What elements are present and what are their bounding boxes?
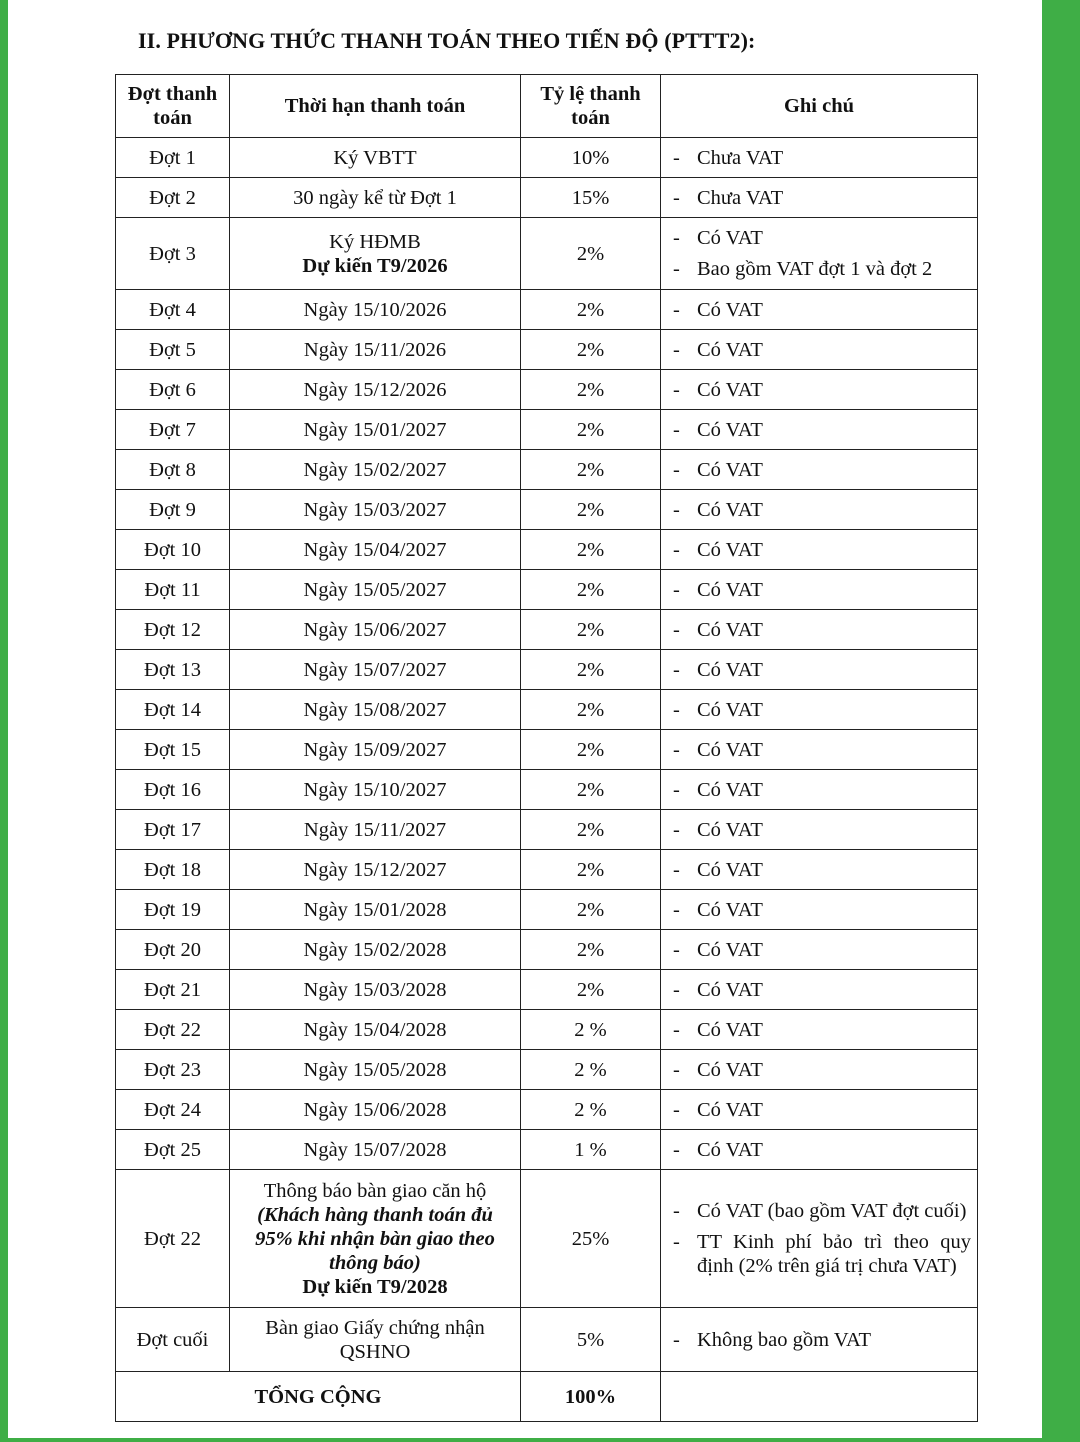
note-text: Có VAT — [697, 858, 763, 881]
note-item — [667, 538, 971, 562]
note-text: Có VAT — [697, 498, 763, 521]
phase-cell: Đợt 16 — [116, 770, 230, 810]
term-text: Ngày 15/05/2027 — [303, 578, 447, 601]
term-cell — [230, 650, 521, 690]
table-row — [116, 290, 978, 330]
note-item — [667, 146, 971, 170]
note-text: Có VAT — [697, 338, 763, 361]
dash-bullet: - — [673, 498, 680, 521]
rate-cell: 2% — [521, 770, 661, 810]
term-text: Ngày 15/03/2028 — [303, 978, 447, 1001]
note-item — [667, 418, 971, 442]
table-row — [116, 450, 978, 490]
table-row — [116, 410, 978, 450]
phase-cell: Đợt 18 — [116, 850, 230, 890]
phase-cell: Đợt 3 — [116, 218, 230, 290]
term-text: Ngày 15/07/2028 — [303, 1138, 447, 1161]
term-cell — [230, 850, 521, 890]
phase-cell: Đợt 2 — [116, 178, 230, 218]
table-row-final — [116, 1308, 978, 1372]
table-row — [116, 218, 978, 290]
note-cell — [661, 730, 978, 770]
note-cell — [661, 970, 978, 1010]
note-item — [667, 898, 971, 922]
term-text: Ký VBTT — [333, 146, 417, 169]
table-row — [116, 930, 978, 970]
term-cell — [230, 570, 521, 610]
term-text: Ngày 15/07/2027 — [303, 658, 447, 681]
phase-cell: Đợt 21 — [116, 970, 230, 1010]
term-text: Ngày 15/10/2026 — [303, 298, 447, 321]
note-text: Có VAT — [697, 778, 763, 801]
note-item — [667, 1328, 971, 1352]
term-text: Ngày 15/02/2027 — [303, 458, 447, 481]
note-item — [667, 778, 971, 802]
dash-bullet: - — [673, 146, 680, 169]
note-text: Có VAT — [697, 1018, 763, 1041]
term-text: Ngày 15/05/2028 — [303, 1058, 447, 1081]
note-item — [667, 858, 971, 882]
dash-bullet: - — [673, 778, 680, 801]
term-cell — [230, 970, 521, 1010]
note-cell — [661, 890, 978, 930]
note-text: Có VAT — [697, 738, 763, 761]
table-row — [116, 1050, 978, 1090]
note-cell — [661, 1130, 978, 1170]
dash-bullet: - — [673, 858, 680, 881]
term-text: Ký HĐMB — [329, 230, 421, 253]
header-note: Ghi chú — [661, 75, 978, 138]
phase-cell: Đợt 8 — [116, 450, 230, 490]
note-cell — [661, 370, 978, 410]
rate-cell: 2% — [521, 970, 661, 1010]
term-text: Ngày 15/12/2027 — [303, 858, 447, 881]
dash-bullet: - — [673, 186, 680, 209]
dash-bullet: - — [673, 1328, 680, 1351]
phase-cell: Đợt 20 — [116, 930, 230, 970]
rate-cell: 5% — [521, 1308, 661, 1372]
rate-cell: 2 % — [521, 1050, 661, 1090]
dash-bullet: - — [673, 338, 680, 361]
note-item — [667, 338, 971, 362]
note-text: Chưa VAT — [697, 186, 784, 209]
note-item — [667, 458, 971, 482]
note-item — [667, 818, 971, 842]
term-cell — [230, 290, 521, 330]
rate-cell: 2% — [521, 810, 661, 850]
table-body — [116, 138, 978, 1422]
note-item — [667, 1098, 971, 1122]
note-item — [667, 378, 971, 402]
table-header-row — [116, 75, 978, 138]
term-text: Thông báo bàn giao căn hộ — [263, 1179, 487, 1202]
rate-cell: 2% — [521, 290, 661, 330]
term-cell — [230, 1050, 521, 1090]
term-cell — [230, 138, 521, 178]
note-cell — [661, 218, 978, 290]
rate-cell: 2% — [521, 610, 661, 650]
note-text: Có VAT — [697, 618, 763, 641]
rate-cell: 2% — [521, 930, 661, 970]
dash-bullet: - — [673, 738, 680, 761]
term-italic-text: (Khách hàng thanh toán đủ 95% khi nhận bàn giao theo thông báo) — [255, 1203, 495, 1274]
table-row — [116, 570, 978, 610]
rate-cell: 15% — [521, 178, 661, 218]
term-cell — [230, 770, 521, 810]
note-text: Có VAT — [697, 298, 763, 321]
table-row — [116, 850, 978, 890]
term-text: Ngày 15/03/2027 — [303, 498, 447, 521]
dash-bullet: - — [673, 378, 680, 401]
dash-bullet: - — [673, 418, 680, 441]
term-text: Ngày 15/06/2028 — [303, 1098, 447, 1121]
header-term: Thời hạn thanh toán — [230, 75, 521, 138]
note-text: TT Kinh phí bảo trì theo quy định (2% trên giá trị chưa VAT) — [697, 1231, 971, 1277]
phase-cell: Đợt 23 — [116, 1050, 230, 1090]
rate-cell: 1 % — [521, 1130, 661, 1170]
dash-bullet: - — [673, 978, 680, 1001]
phase-cell: Đợt 12 — [116, 610, 230, 650]
note-text: Chưa VAT — [697, 146, 784, 169]
total-note-cell — [661, 1372, 978, 1422]
dash-bullet: - — [673, 298, 680, 321]
note-cell — [661, 178, 978, 218]
term-cell — [230, 178, 521, 218]
rate-cell: 2 % — [521, 1010, 661, 1050]
term-text: 30 ngày kể từ Đợt 1 — [293, 186, 457, 209]
rate-cell: 10% — [521, 138, 661, 178]
note-text: Có VAT — [697, 538, 763, 561]
note-item — [667, 1018, 971, 1042]
table-row — [116, 650, 978, 690]
phase-cell: Đợt 6 — [116, 370, 230, 410]
note-cell — [661, 610, 978, 650]
note-item — [667, 698, 971, 722]
term-cell — [230, 1130, 521, 1170]
table-row — [116, 970, 978, 1010]
term-text: Ngày 15/11/2027 — [303, 818, 447, 841]
rate-cell: 2% — [521, 650, 661, 690]
total-label: TỔNG CỘNG — [116, 1372, 521, 1422]
note-text: Bao gồm VAT đợt 1 và đợt 2 — [697, 258, 933, 280]
phase-cell: Đợt 19 — [116, 890, 230, 930]
rate-cell: 2% — [521, 490, 661, 530]
rate-cell: 2% — [521, 370, 661, 410]
rate-cell: 2% — [521, 570, 661, 610]
table-row-handover — [116, 1170, 978, 1308]
table-row-total — [116, 1372, 978, 1422]
rate-cell: 2% — [521, 450, 661, 490]
note-cell — [661, 1308, 978, 1372]
note-item — [667, 618, 971, 642]
dash-bullet: - — [673, 1138, 680, 1161]
note-cell — [661, 410, 978, 450]
note-item — [667, 186, 971, 210]
header-rate: Tỷ lệ thanh toán — [521, 75, 661, 138]
total-rate: 100% — [521, 1372, 661, 1422]
note-item — [667, 978, 971, 1002]
term-cell — [230, 890, 521, 930]
note-text: Có VAT — [697, 658, 763, 681]
table-row — [116, 810, 978, 850]
phase-cell: Đợt 22 — [116, 1170, 230, 1308]
note-text: Có VAT — [697, 378, 763, 401]
phase-cell: Đợt 5 — [116, 330, 230, 370]
note-cell — [661, 1090, 978, 1130]
phase-cell: Đợt 14 — [116, 690, 230, 730]
note-cell — [661, 570, 978, 610]
phase-cell: Đợt cuối — [116, 1308, 230, 1372]
table-row — [116, 610, 978, 650]
note-text: Có VAT — [697, 818, 763, 841]
note-item — [667, 498, 971, 522]
note-cell — [661, 490, 978, 530]
note-cell — [661, 450, 978, 490]
phase-cell: Đợt 10 — [116, 530, 230, 570]
table-row — [116, 330, 978, 370]
note-cell — [661, 1050, 978, 1090]
term-text: Ngày 15/04/2028 — [303, 1018, 447, 1041]
rate-cell: 2% — [521, 730, 661, 770]
term-cell — [230, 410, 521, 450]
note-cell — [661, 650, 978, 690]
note-cell — [661, 930, 978, 970]
dash-bullet: - — [673, 898, 680, 921]
note-cell — [661, 138, 978, 178]
term-text: Ngày 15/01/2028 — [303, 898, 447, 921]
dash-bullet: - — [673, 458, 680, 481]
note-text: Có VAT — [697, 898, 763, 921]
term-bold-text: Dự kiến T9/2028 — [302, 1275, 448, 1298]
note-cell — [661, 530, 978, 570]
phase-cell: Đợt 15 — [116, 730, 230, 770]
term-cell — [230, 1090, 521, 1130]
term-cell — [230, 1010, 521, 1050]
dash-bullet: - — [673, 1200, 680, 1222]
term-text: Ngày 15/09/2027 — [303, 738, 447, 761]
note-text: Không bao gồm VAT — [697, 1328, 872, 1351]
dash-bullet: - — [673, 658, 680, 681]
note-item — [667, 1058, 971, 1082]
note-text: Có VAT — [697, 978, 763, 1001]
dash-bullet: - — [673, 258, 680, 280]
phase-cell: Đợt 25 — [116, 1130, 230, 1170]
phase-cell: Đợt 24 — [116, 1090, 230, 1130]
dash-bullet: - — [673, 1058, 680, 1081]
note-text: Có VAT — [697, 458, 763, 481]
phase-cell: Đợt 9 — [116, 490, 230, 530]
term-text: Ngày 15/12/2026 — [303, 378, 447, 401]
term-cell — [230, 730, 521, 770]
term-cell — [230, 530, 521, 570]
phase-cell: Đợt 7 — [116, 410, 230, 450]
term-text: Ngày 15/06/2027 — [303, 618, 447, 641]
note-item — [667, 1138, 971, 1162]
table-row — [116, 730, 978, 770]
dash-bullet: - — [673, 698, 680, 721]
rate-cell: 2% — [521, 850, 661, 890]
note-text: Có VAT — [697, 1098, 763, 1121]
table-row — [116, 490, 978, 530]
term-cell — [230, 810, 521, 850]
note-cell — [661, 1010, 978, 1050]
phase-cell: Đợt 22 — [116, 1010, 230, 1050]
phase-cell: Đợt 17 — [116, 810, 230, 850]
note-item — [667, 1230, 971, 1278]
term-cell — [230, 490, 521, 530]
dash-bullet: - — [673, 578, 680, 601]
dash-bullet: - — [673, 1098, 680, 1121]
note-text: Có VAT — [697, 1058, 763, 1081]
payment-schedule-table — [115, 74, 978, 1422]
document-page — [8, 0, 1042, 1438]
note-item — [667, 658, 971, 682]
dash-bullet: - — [673, 938, 680, 961]
note-text: Có VAT — [697, 698, 763, 721]
header-phase: Đợt thanh toán — [116, 75, 230, 138]
table-row — [116, 370, 978, 410]
note-cell — [661, 1170, 978, 1308]
note-text: Có VAT — [697, 938, 763, 961]
term-cell — [230, 930, 521, 970]
note-item — [667, 257, 971, 281]
note-cell — [661, 810, 978, 850]
note-item — [667, 298, 971, 322]
table-row — [116, 530, 978, 570]
phase-cell: Đợt 13 — [116, 650, 230, 690]
rate-cell: 2% — [521, 530, 661, 570]
note-text: Có VAT — [697, 418, 763, 441]
term-text: Ngày 15/02/2028 — [303, 938, 447, 961]
phase-cell: Đợt 4 — [116, 290, 230, 330]
rate-cell: 2% — [521, 890, 661, 930]
dash-bullet: - — [673, 227, 680, 249]
term-text: Ngày 15/01/2027 — [303, 418, 447, 441]
note-item — [667, 226, 971, 250]
note-cell — [661, 290, 978, 330]
rate-cell: 2% — [521, 330, 661, 370]
term-cell — [230, 690, 521, 730]
table-row — [116, 138, 978, 178]
rate-cell: 2% — [521, 410, 661, 450]
term-cell — [230, 330, 521, 370]
note-cell — [661, 850, 978, 890]
dash-bullet: - — [673, 538, 680, 561]
table-row — [116, 890, 978, 930]
term-cell — [230, 610, 521, 650]
term-text: Ngày 15/08/2027 — [303, 698, 447, 721]
term-cell — [230, 450, 521, 490]
dash-bullet: - — [673, 1231, 680, 1253]
term-cell — [230, 218, 521, 290]
term-text: Ngày 15/04/2027 — [303, 538, 447, 561]
dash-bullet: - — [673, 618, 680, 641]
term-text: Ngày 15/10/2027 — [303, 778, 447, 801]
table-row — [116, 1130, 978, 1170]
table-row — [116, 690, 978, 730]
term-bold-text: Dự kiến T9/2026 — [302, 254, 448, 277]
phase-cell: Đợt 11 — [116, 570, 230, 610]
rate-cell: 2% — [521, 690, 661, 730]
rate-cell: 2% — [521, 218, 661, 290]
note-item — [667, 578, 971, 602]
dash-bullet: - — [673, 818, 680, 841]
table-row — [116, 1090, 978, 1130]
note-item — [667, 738, 971, 762]
rate-cell: 25% — [521, 1170, 661, 1308]
note-cell — [661, 330, 978, 370]
rate-cell: 2 % — [521, 1090, 661, 1130]
note-text: Có VAT — [697, 227, 763, 249]
note-text: Có VAT (bao gồm VAT đợt cuối) — [697, 1200, 967, 1222]
note-item — [667, 938, 971, 962]
section-title: II. PHƯƠNG THỨC THANH TOÁN THEO TIẾN ĐỘ (PTTT2): — [138, 28, 756, 53]
note-text: Có VAT — [697, 578, 763, 601]
table-row — [116, 1010, 978, 1050]
table-row — [116, 178, 978, 218]
term-cell: Bàn giao Giấy chứng nhận QSHNO — [230, 1308, 521, 1372]
note-text: Có VAT — [697, 1138, 763, 1161]
note-cell — [661, 770, 978, 810]
term-cell — [230, 1170, 521, 1308]
table-row — [116, 770, 978, 810]
note-item — [667, 1199, 971, 1223]
term-text: Ngày 15/11/2026 — [303, 338, 447, 361]
note-cell — [661, 690, 978, 730]
phase-cell: Đợt 1 — [116, 138, 230, 178]
dash-bullet: - — [673, 1018, 680, 1041]
term-cell — [230, 370, 521, 410]
